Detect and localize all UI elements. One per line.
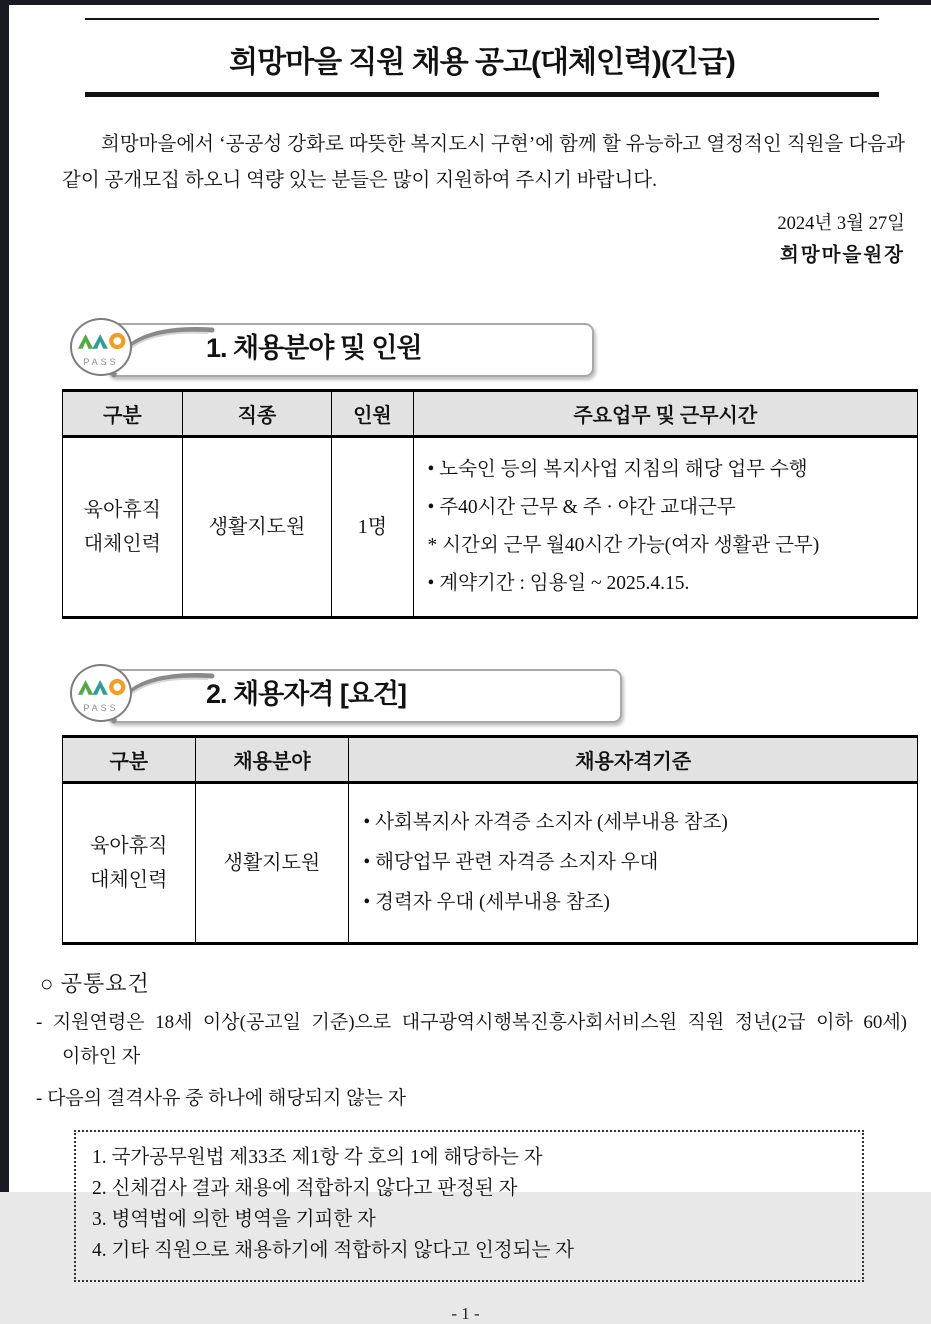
duty-item: * 시간외 근무 월40시간 가능(여자 생활관 근무) <box>427 535 820 556</box>
section2-header <box>70 661 931 727</box>
disqualification-item: 1. 국가공무원법 제33조 제1항 각 호의 1에 해당하는 자 <box>92 1147 543 1168</box>
page-number: - 1 - <box>451 1304 480 1323</box>
pass-logo <box>70 318 132 376</box>
table-row <box>63 783 918 944</box>
col-header-jobtype: 직종 <box>182 391 332 437</box>
pass-logo <box>70 664 132 722</box>
criteria-item: • 경력자 우대 (세부내용 참조) <box>363 892 610 913</box>
pass-logo-label: PASS <box>83 357 119 367</box>
pass-logo-marks-icon <box>77 676 125 698</box>
section1-title: 1. 채용분야 및 인원 <box>206 333 422 363</box>
disqualification-item: 2. 신체검사 결과 채용에 적합하지 않다고 판정된 자 <box>92 1178 518 1199</box>
col-header-duties: 주요업무 및 근무시간 <box>413 391 917 437</box>
col-header-field: 채용분야 <box>195 737 349 783</box>
pass-logo-marks-icon <box>77 330 125 352</box>
section1-header <box>70 315 931 381</box>
col-header-category: 구분 <box>63 737 196 783</box>
qualification-table <box>62 735 918 945</box>
disqualification-item: 4. 기타 직원으로 채용하기에 적합하지 않다고 인정되는 자 <box>92 1240 575 1261</box>
recruitment-table <box>62 389 918 619</box>
disqualification-item: 3. 병역법에 의한 병역을 기피한 자 <box>92 1209 376 1230</box>
common-requirements-heading <box>40 967 931 998</box>
table-header-row <box>63 391 918 437</box>
section2-title: 2. 채용자격 [요건] <box>206 679 406 709</box>
notice-date: 2024년 3월 27일 <box>777 214 905 234</box>
cell-criteria <box>349 783 918 944</box>
cell-category: 육아휴직 대체인력 <box>83 499 161 555</box>
common-requirement-item: - 다음의 결격사유 중 하나에 해당되지 않는 자 <box>36 1088 406 1109</box>
cell-field: 생활지도원 <box>195 783 349 944</box>
duty-item: • 주40시간 근무 & 주 · 야간 교대근무 <box>427 497 736 518</box>
table-row <box>63 437 918 618</box>
common-requirements-label: 공통요건 <box>60 971 150 996</box>
cell-headcount: 1명 <box>332 437 413 618</box>
common-requirement-item: - 지원연령은 18세 이상(공고일 기준)으로 대구광역시행복진흥사회서비스원 직원 정년(2급 이하 60세) 이하인 자 <box>36 1012 907 1067</box>
criteria-item: • 해당업무 관련 자격증 소지자 우대 <box>363 852 659 873</box>
cell-duties <box>413 437 917 618</box>
col-header-category: 구분 <box>63 391 183 437</box>
cell-jobtype: 생활지도원 <box>182 437 332 618</box>
disqualification-box <box>74 1130 864 1282</box>
page-title: 희망마을 직원 채용 공고(대체인력)(긴급) <box>85 20 879 97</box>
col-header-criteria: 채용자격기준 <box>349 737 918 783</box>
intro-paragraph: 희망마을에서 ‘공공성 강화로 따뜻한 복지도시 구현’에 함께 할 유능하고 열정적인 직원을 다음과 같이 공개모집 하오니 역량 있는 분들은 많이 지원하여 주시기 바랍니다. <box>62 134 905 191</box>
col-header-headcount: 인원 <box>332 391 413 437</box>
duty-item: • 계약기간 : 임용일 ~ 2025.4.15. <box>427 573 690 594</box>
title-block <box>85 18 879 97</box>
cell-category: 육아휴직 대체인력 <box>90 835 168 891</box>
circle-bullet-icon: ○ <box>40 971 55 996</box>
signature: 희망마을원장 <box>779 245 905 266</box>
pass-logo-label: PASS <box>83 703 119 713</box>
table-header-row <box>63 737 918 783</box>
criteria-item: • 사회복지사 자격증 소지자 (세부내용 참조) <box>363 812 728 833</box>
duty-item: • 노숙인 등의 복지사업 지침의 해당 업무 수행 <box>427 459 808 480</box>
